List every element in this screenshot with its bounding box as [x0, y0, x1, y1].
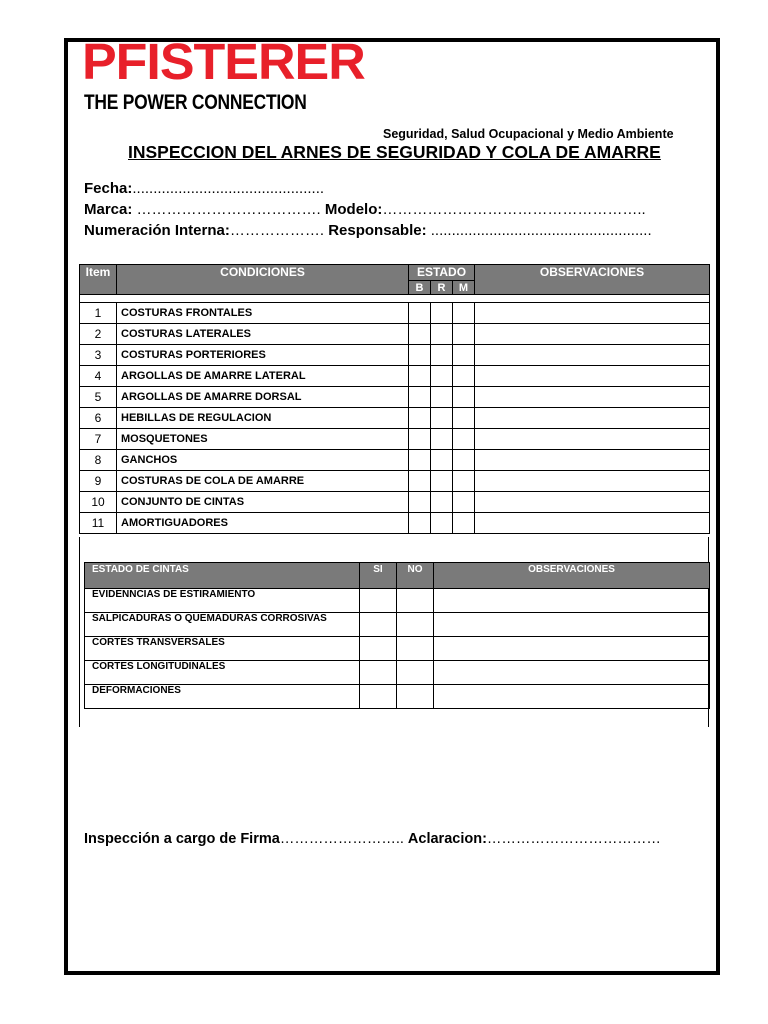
tape-condition-label: SALPICADURAS O QUEMADURAS CORROSIVAS: [85, 613, 360, 637]
table-row: [85, 661, 710, 685]
estado-b-cell[interactable]: [409, 408, 431, 429]
estado-m-cell[interactable]: [453, 345, 475, 366]
table-row: [80, 492, 710, 513]
item-number: 8: [80, 450, 117, 471]
estado-b-cell[interactable]: [409, 324, 431, 345]
estado-m-cell[interactable]: [453, 450, 475, 471]
responsable-blank[interactable]: .....................................................: [426, 222, 652, 239]
firma-label: Inspección a cargo de Firma: [84, 831, 280, 847]
observaciones-cell[interactable]: [475, 471, 710, 492]
estado-r-cell[interactable]: [431, 450, 453, 471]
tape-condition-label: CORTES LONGITUDINALES: [85, 661, 360, 685]
condition-label: COSTURAS DE COLA DE AMARRE: [117, 471, 409, 492]
observaciones-cell[interactable]: [434, 661, 710, 685]
brand-logo: PFISTERER: [82, 33, 365, 90]
condition-label: COSTURAS FRONTALES: [117, 303, 409, 324]
observaciones-cell[interactable]: [434, 589, 710, 613]
firma-blank[interactable]: ……………………..: [279, 831, 408, 847]
tape-condition-label: EVIDENNCIAS DE ESTIRAMIENTO: [85, 589, 360, 613]
no-cell[interactable]: [397, 637, 434, 661]
condition-label: COSTURAS PORTERIORES: [117, 345, 409, 366]
numeracion-label: Numeración Interna:: [84, 222, 230, 239]
observaciones-cell[interactable]: [475, 513, 710, 534]
no-cell[interactable]: [397, 589, 434, 613]
brand-tagline: THE POWER CONNECTION: [84, 91, 307, 114]
observaciones-cell[interactable]: [475, 408, 710, 429]
table-row: [80, 450, 710, 471]
numeracion-blank[interactable]: ……………….: [229, 222, 329, 239]
estado-r-cell[interactable]: [431, 471, 453, 492]
estado-m-cell[interactable]: [453, 429, 475, 450]
no-header: NO: [397, 563, 434, 589]
estado-r-header: R: [431, 281, 453, 295]
observaciones-cintas-header: OBSERVACIONES: [434, 563, 710, 589]
estado-b-cell[interactable]: [409, 429, 431, 450]
spacer-row: [80, 295, 710, 303]
estado-r-cell[interactable]: [431, 324, 453, 345]
condition-label: ARGOLLAS DE AMARRE DORSAL: [117, 387, 409, 408]
table-row: [85, 637, 710, 661]
tape-condition-label: CORTES TRANSVERSALES: [85, 637, 360, 661]
estado-r-cell[interactable]: [431, 366, 453, 387]
item-number: 4: [80, 366, 117, 387]
observaciones-cell[interactable]: [475, 303, 710, 324]
condition-label: MOSQUETONES: [117, 429, 409, 450]
estado-m-cell[interactable]: [453, 366, 475, 387]
tapes-rows: [85, 589, 710, 709]
estado-m-cell[interactable]: [453, 303, 475, 324]
table-row: [80, 324, 710, 345]
si-header: SI: [360, 563, 397, 589]
observaciones-cell[interactable]: [475, 492, 710, 513]
tape-condition-label: DEFORMACIONES: [85, 685, 360, 709]
marca-label: Marca:: [84, 201, 133, 218]
table-row: [80, 303, 710, 324]
estado-r-cell[interactable]: [431, 345, 453, 366]
estado-r-cell[interactable]: [431, 408, 453, 429]
observaciones-cell[interactable]: [434, 613, 710, 637]
estado-m-cell[interactable]: [453, 471, 475, 492]
condition-label: HEBILLAS DE REGULACION: [117, 408, 409, 429]
table-row: [80, 513, 710, 534]
numeracion-responsable-field[interactable]: [84, 223, 652, 238]
fecha-blank[interactable]: ..............................................: [132, 180, 325, 197]
item-number: 10: [80, 492, 117, 513]
estado-m-cell[interactable]: [453, 387, 475, 408]
marca-modelo-field[interactable]: [84, 202, 646, 217]
fecha-label: Fecha:: [84, 180, 133, 197]
estado-b-cell[interactable]: [409, 303, 431, 324]
item-number: 9: [80, 471, 117, 492]
aclaracion-blank[interactable]: ………………………………: [486, 831, 661, 847]
aclaracion-label: Aclaracion:: [407, 831, 487, 847]
observaciones-cell[interactable]: [434, 685, 710, 709]
si-cell[interactable]: [360, 637, 397, 661]
modelo-blank[interactable]: ……………………………………………..: [382, 201, 646, 218]
responsable-label: Responsable:: [328, 222, 427, 239]
table-row: [80, 366, 710, 387]
observaciones-cell[interactable]: [475, 366, 710, 387]
no-cell[interactable]: [397, 661, 434, 685]
condition-label: ARGOLLAS DE AMARRE LATERAL: [117, 366, 409, 387]
estado-b-cell[interactable]: [409, 387, 431, 408]
estado-b-cell[interactable]: [409, 345, 431, 366]
estado-m-cell[interactable]: [453, 324, 475, 345]
item-number: 7: [80, 429, 117, 450]
estado-b-cell[interactable]: [409, 450, 431, 471]
estado-r-cell[interactable]: [431, 492, 453, 513]
condition-label: AMORTIGUADORES: [117, 513, 409, 534]
item-number: 2: [80, 324, 117, 345]
observaciones-cell[interactable]: [475, 450, 710, 471]
estado-r-cell[interactable]: [431, 429, 453, 450]
condition-label: COSTURAS LATERALES: [117, 324, 409, 345]
si-cell[interactable]: [360, 589, 397, 613]
condition-label: GANCHOS: [117, 450, 409, 471]
observaciones-cell[interactable]: [434, 637, 710, 661]
si-cell[interactable]: [360, 661, 397, 685]
estado-b-cell[interactable]: [409, 513, 431, 534]
estado-r-cell[interactable]: [431, 513, 453, 534]
observaciones-cell[interactable]: [475, 324, 710, 345]
tapes-table: [84, 562, 710, 709]
modelo-label: Modelo:: [320, 201, 383, 218]
estado-b-header: B: [409, 281, 431, 295]
table-row: [80, 408, 710, 429]
conditions-table: [79, 264, 710, 534]
si-cell[interactable]: [360, 685, 397, 709]
no-cell[interactable]: [397, 613, 434, 637]
estado-m-header: M: [453, 281, 475, 295]
table-row: [85, 685, 710, 709]
fecha-field[interactable]: [84, 181, 324, 196]
conditions-rows: [80, 295, 710, 534]
item-number: 11: [80, 513, 117, 534]
condition-label: CONJUNTO DE CINTAS: [117, 492, 409, 513]
estado-b-cell[interactable]: [409, 366, 431, 387]
table-row: [80, 471, 710, 492]
table-row: [80, 387, 710, 408]
item-number: 6: [80, 408, 117, 429]
item-number: 1: [80, 303, 117, 324]
estado-m-cell[interactable]: [453, 513, 475, 534]
no-cell[interactable]: [397, 685, 434, 709]
si-cell[interactable]: [360, 613, 397, 637]
table-row: [80, 429, 710, 450]
marca-blank[interactable]: ……………………………….: [132, 201, 321, 218]
item-number: 5: [80, 387, 117, 408]
estado-m-cell[interactable]: [453, 408, 475, 429]
observaciones-header: OBSERVACIONES: [475, 265, 710, 295]
item-header: Item: [80, 265, 117, 295]
signature-line[interactable]: [84, 831, 661, 847]
estado-r-cell[interactable]: [431, 387, 453, 408]
document-title: INSPECCION DEL ARNES DE SEGURIDAD Y COLA DE AMARRE: [128, 142, 661, 162]
estado-m-cell[interactable]: [453, 492, 475, 513]
item-number: 3: [80, 345, 117, 366]
observaciones-cell[interactable]: [475, 345, 710, 366]
department-label: Seguridad, Salud Ocupacional y Medio Ambiente: [383, 127, 674, 141]
table-row: [85, 613, 710, 637]
table-row: [85, 589, 710, 613]
estado-cintas-header: ESTADO DE CINTAS: [85, 563, 360, 589]
estado-b-cell[interactable]: [409, 492, 431, 513]
estado-r-cell[interactable]: [431, 303, 453, 324]
condiciones-header: CONDICIONES: [117, 265, 409, 295]
observaciones-cell[interactable]: [475, 387, 710, 408]
observaciones-cell[interactable]: [475, 429, 710, 450]
estado-header: ESTADO: [409, 265, 475, 281]
estado-b-cell[interactable]: [409, 471, 431, 492]
table-row: [80, 345, 710, 366]
